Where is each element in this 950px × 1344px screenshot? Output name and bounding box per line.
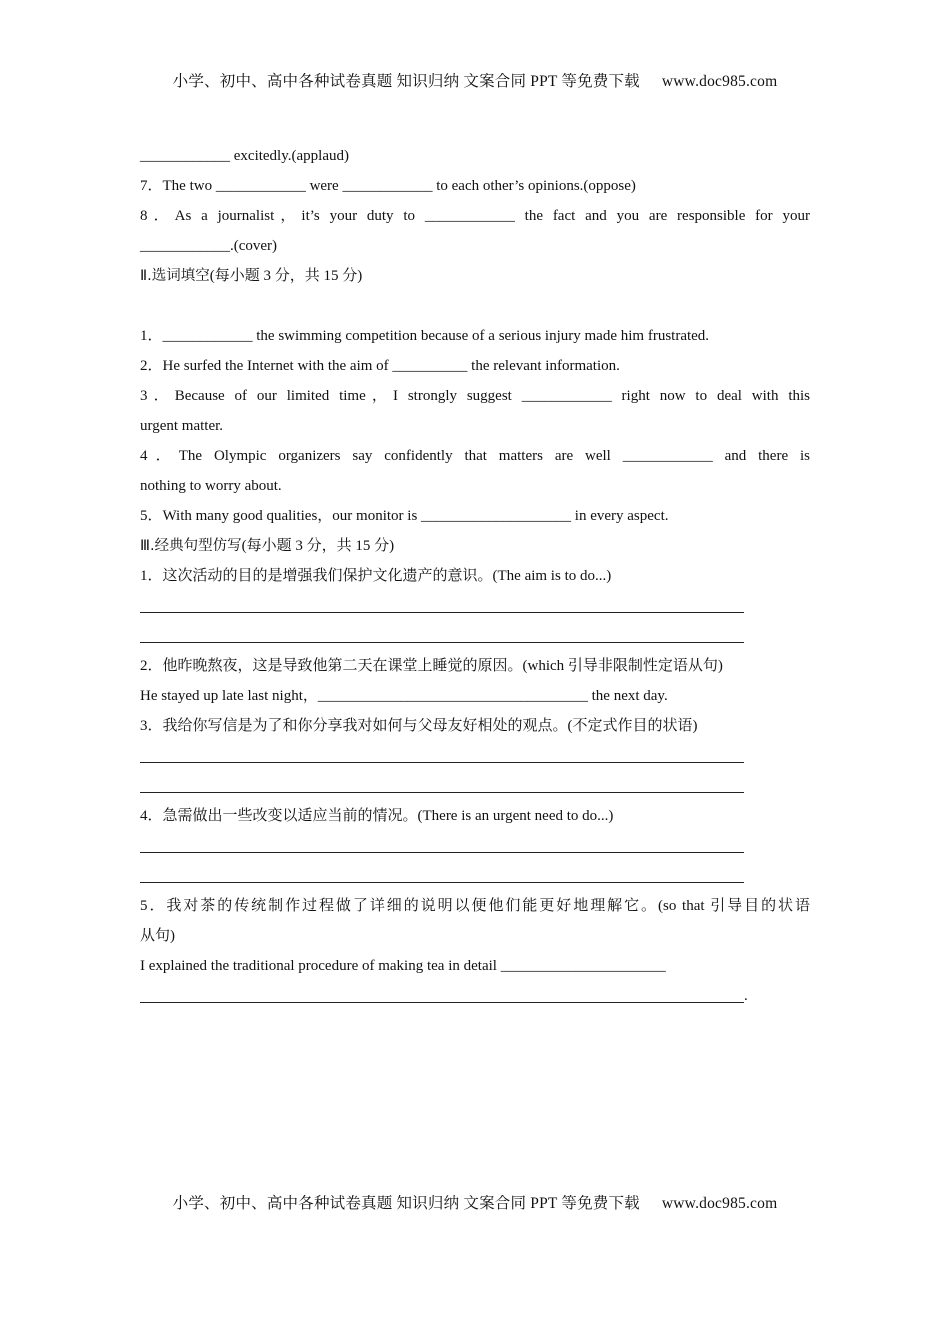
answer-line [140,831,810,861]
fill-question-4-line-1: 4．The Olympic organizers say confidently that matters are well ____________ and there is [140,448,810,464]
page-footer [0,1191,950,1213]
fill-question-3-line-2: urgent matter. [140,418,224,434]
final-period: . [744,988,748,1004]
answer-line [140,741,810,771]
translate-question-4: 4．急需做出一些改变以适应当前的情况。(There is an urgent need to do...) [140,808,614,824]
page-header [0,69,950,91]
translate-question-5-line-2: 从句) [140,928,175,944]
translate-question-2: 2．他昨晚熬夜，这是导致他第二天在课堂上睡觉的原因。(which 引导非限制性定语从句) [140,658,723,674]
question-8-line-1: 8．As a journalist，it’s your duty to ____________ the fact and you are responsible for your [140,208,810,224]
section-2-score-note: (每小题 3 分，共 15 分) [209,268,363,284]
fill-question-4-line-2: nothing to worry about. [140,478,282,494]
translate-question-1: 1．这次活动的目的是增强我们保护文化遗产的意识。(The aim is to do...) [140,568,612,584]
section-3-score-note: (每小题 3 分，共 15 分) [241,538,395,554]
question-7: 7．The two ____________ were ____________ to each other’s opinions.(oppose) [140,178,636,194]
section-3-heading [140,531,810,561]
translate-question-5-line-1: 5．我对茶的传统制作过程做了详细的说明以便他们能更好地理解它。(so that 引导目的状语 [140,898,810,914]
translate-question-3: 3．我给你写信是为了和你分享我对如何与父母友好相处的观点。(不定式作目的状语) [140,718,698,734]
answer-line [140,621,810,651]
fill-question-5: 5．With many good qualities，our monitor is ____________________ in every aspect. [140,508,669,524]
fill-question-3-line-1: 3．Because of our limited time，I strongly suggest ____________ right now to deal with this [140,388,810,404]
header-text: 小学、初中、高中各种试卷真题 知识归纳 文案合同 PPT 等免费下载 [172,73,640,90]
translate-question-5-answer: I explained the traditional procedure of making tea in detail ______________________ [140,958,666,974]
question-8-line-2: ____________.(cover) [140,238,278,254]
fill-question-1: 1．____________ the swimming competition because of a serious injury made him frustrated. [140,328,710,344]
fill-question-2: 2．He surfed the Internet with the aim of __________ the relevant information. [140,358,620,374]
header-url: www.doc985.com [661,73,778,90]
translate-question-2-answer: He stayed up late last night，____________________________________ the next day. [140,688,668,704]
answer-line [140,591,810,621]
footer-url: www.doc985.com [661,1195,778,1212]
answer-line [140,771,810,801]
answer-line [140,861,810,891]
question-6-continuation: ____________ excitedly.(applaud) [140,148,349,164]
footer-text: 小学、初中、高中各种试卷真题 知识归纳 文案合同 PPT 等免费下载 [172,1195,640,1212]
section-3-title: Ⅲ.经典句型仿写 [140,538,242,554]
spacer [140,291,810,321]
answer-line-final [140,981,810,1011]
section-2-title: Ⅱ.选词填空 [140,268,210,284]
worksheet-content [140,141,810,1011]
section-2-heading [140,261,810,291]
